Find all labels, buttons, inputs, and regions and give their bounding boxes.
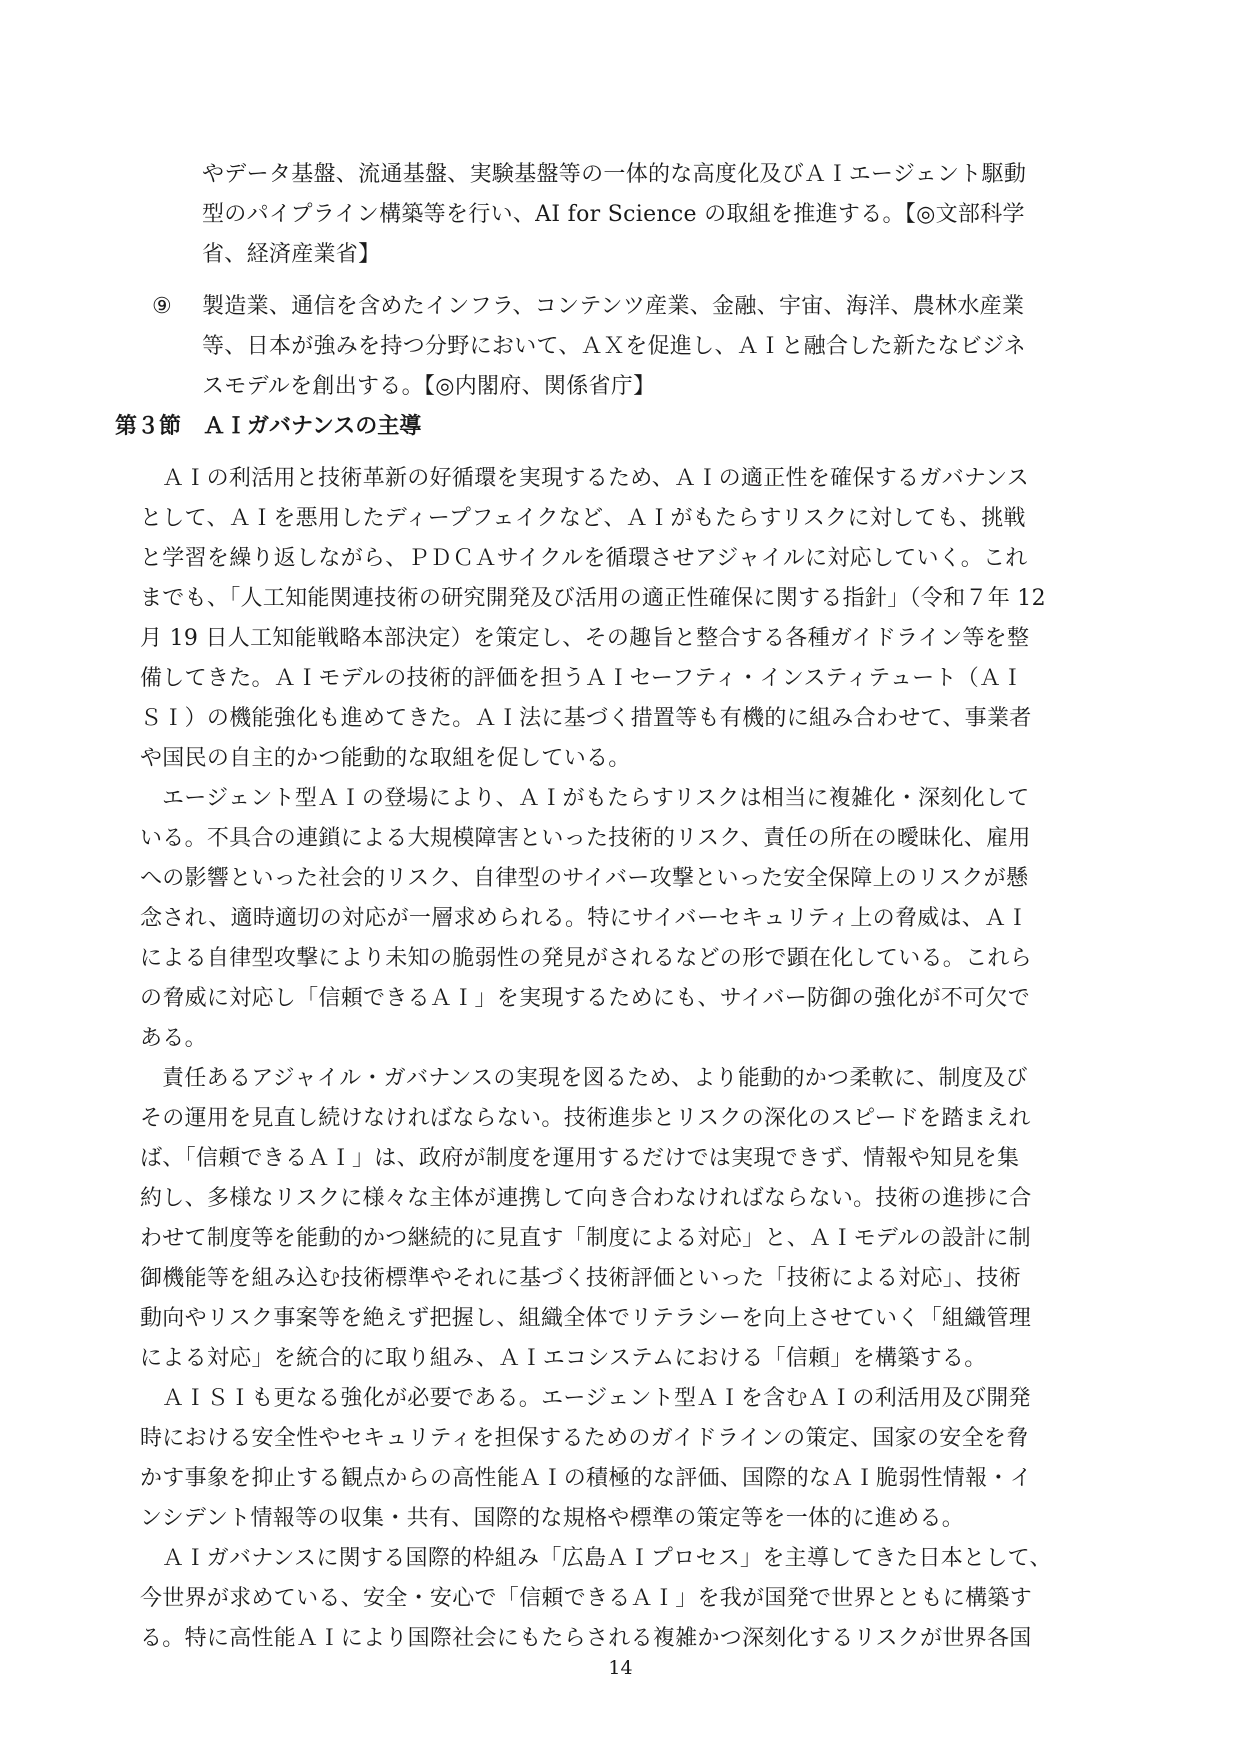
text-line: 時における安全性やセキュリティを担保するためのガイドラインの策定、国家の安全を脅 xyxy=(140,1426,1029,1451)
list-marker: ⑨ xyxy=(152,294,173,319)
text-line: として、ＡＩを悪用したディープフェイクなど、ＡＩがもたらすリスクに対しても、挑戦 xyxy=(140,506,1026,531)
page-number: 14 xyxy=(608,1657,633,1679)
text-line: ＡＩＳＩも更なる強化が必要である。エージェント型ＡＩを含むＡＩの利活用及び開発 xyxy=(162,1386,1031,1411)
text-line: 等、日本が強みを持つ分野において、ＡＸを促進し、ＡＩと融合した新たなビジネ xyxy=(202,334,1027,359)
text-line: と学習を繰り返しながら、ＰＤＣＡサイクルを循環させアジャイルに対応していく。これ xyxy=(140,546,1028,571)
text-line: る。特に高性能ＡＩにより国際社会にもたらされる複雑かつ深刻化するリスクが世界各国 xyxy=(140,1626,1032,1651)
text-line: スモデルを創出する。【◎内閣府、関係省庁】 xyxy=(202,374,656,399)
text-line: いる。不具合の連鎖による大規模障害といった技術的リスク、責任の所在の曖昧化、雇用 xyxy=(140,826,1031,851)
text-line: による対応」を統合的に取り組み、ＡＩエコシステムにおける「信頼」を構築する。 xyxy=(140,1346,987,1371)
text-line: 念され、適時適切の対応が一層求められる。特にサイバーセキュリティ上の脅威は、ＡＩ xyxy=(140,906,1029,931)
text-line: 省、経済産業省】 xyxy=(202,242,381,267)
text-line: エージェント型ＡＩの登場により、ＡＩがもたらすリスクは相当に複雑化・深刻化して xyxy=(162,786,1030,811)
text-line: 製造業、通信を含めたインフラ、コンテンツ産業、金融、宇宙、海洋、農林水産業 xyxy=(202,294,1025,319)
text-line: への影響といった社会的リスク、自律型のサイバー攻撃といった安全保障上のリスクが懸 xyxy=(140,866,1029,891)
text-line: までも、「人工知能関連技術の研究開発及び活用の適正性確保に関する指針」（令和７年 12 xyxy=(140,586,1046,611)
text-line: その運用を見直し続けなければならない。技術進歩とリスクの深化のスピードを踏まえれ xyxy=(140,1106,1031,1131)
text-line: 月 19 日人工知能戦略本部決定）を策定し、その趣旨と整合する各種ガイドライン等を整 xyxy=(140,626,1030,651)
text-line: の脅威に対応し「信頼できるＡＩ」を実現するためにも、サイバー防御の強化が不可欠で xyxy=(140,986,1031,1011)
text-line: 約し、多様なリスクに様々な主体が連携して向き合わなければならない。技術の進捗に合 xyxy=(140,1186,1032,1211)
section-heading: 第３節 ＡＩガバナンスの主導 xyxy=(115,414,422,439)
text-line: 今世界が求めている、安全・安心で「信頼できるＡＩ」を我が国発で世界とともに構築す xyxy=(140,1586,1033,1611)
text-line: ある。 xyxy=(140,1026,207,1051)
text-line: ＡＩガバナンスに関する国際的枠組み「広島ＡＩプロセス」を主導してきた日本として、 xyxy=(162,1546,1052,1571)
text-line: やデータ基盤、流通基盤、実験基盤等の一体的な高度化及びＡＩエージェント駆動 xyxy=(202,162,1027,187)
text-line: わせて制度等を能動的かつ継続的に見直す「制度による対応」と、ＡＩモデルの設計に制 xyxy=(140,1226,1031,1251)
text-line: による自律型攻撃により未知の脆弱性の発見がされるなどの形で顕在化している。これら xyxy=(140,946,1033,971)
text-line: ＳＩ）の機能強化も進めてきた。ＡＩ法に基づく措置等も有機的に組み合わせて、事業者 xyxy=(140,706,1032,731)
text-line: 型のパイプライン構築等を行い、AI for Science の取組を推進する。【◎文部科学 xyxy=(202,202,1025,227)
text-line: かす事象を抑止する観点からの高性能ＡＩの積極的な評価、国際的なＡＩ脆弱性情報・イ xyxy=(140,1466,1033,1491)
text-line: ば、「信頼できるＡＩ」は、政府が制度を運用するだけでは実現できず、情報や知見を集 xyxy=(140,1146,1020,1171)
text-line: 御機能等を組み込む技術標準やそれに基づく技術評価といった「技術による対応」、技術 xyxy=(140,1266,1022,1291)
text-line: や国民の自主的かつ能動的な取組を促している。 xyxy=(140,746,631,771)
text-line: ＡＩの利活用と技術革新の好循環を実現するため、ＡＩの適正性を確保するガバナンス xyxy=(162,466,1030,491)
text-line: 動向やリスク事案等を絶えず把握し、組織全体でリテラシーを向上させていく「組織管理 xyxy=(140,1306,1032,1331)
text-line: 備してきた。ＡＩモデルの技術的評価を担うＡＩセーフティ・インスティテュート（ＡＩ xyxy=(140,666,1024,691)
text-line: ンシデント情報等の収集・共有、国際的な規格や標準の策定等を一体的に進める。 xyxy=(140,1506,965,1531)
text-line: 責任あるアジャイル・ガバナンスの実現を図るため、より能動的かつ柔軟に、制度及び xyxy=(162,1066,1028,1091)
